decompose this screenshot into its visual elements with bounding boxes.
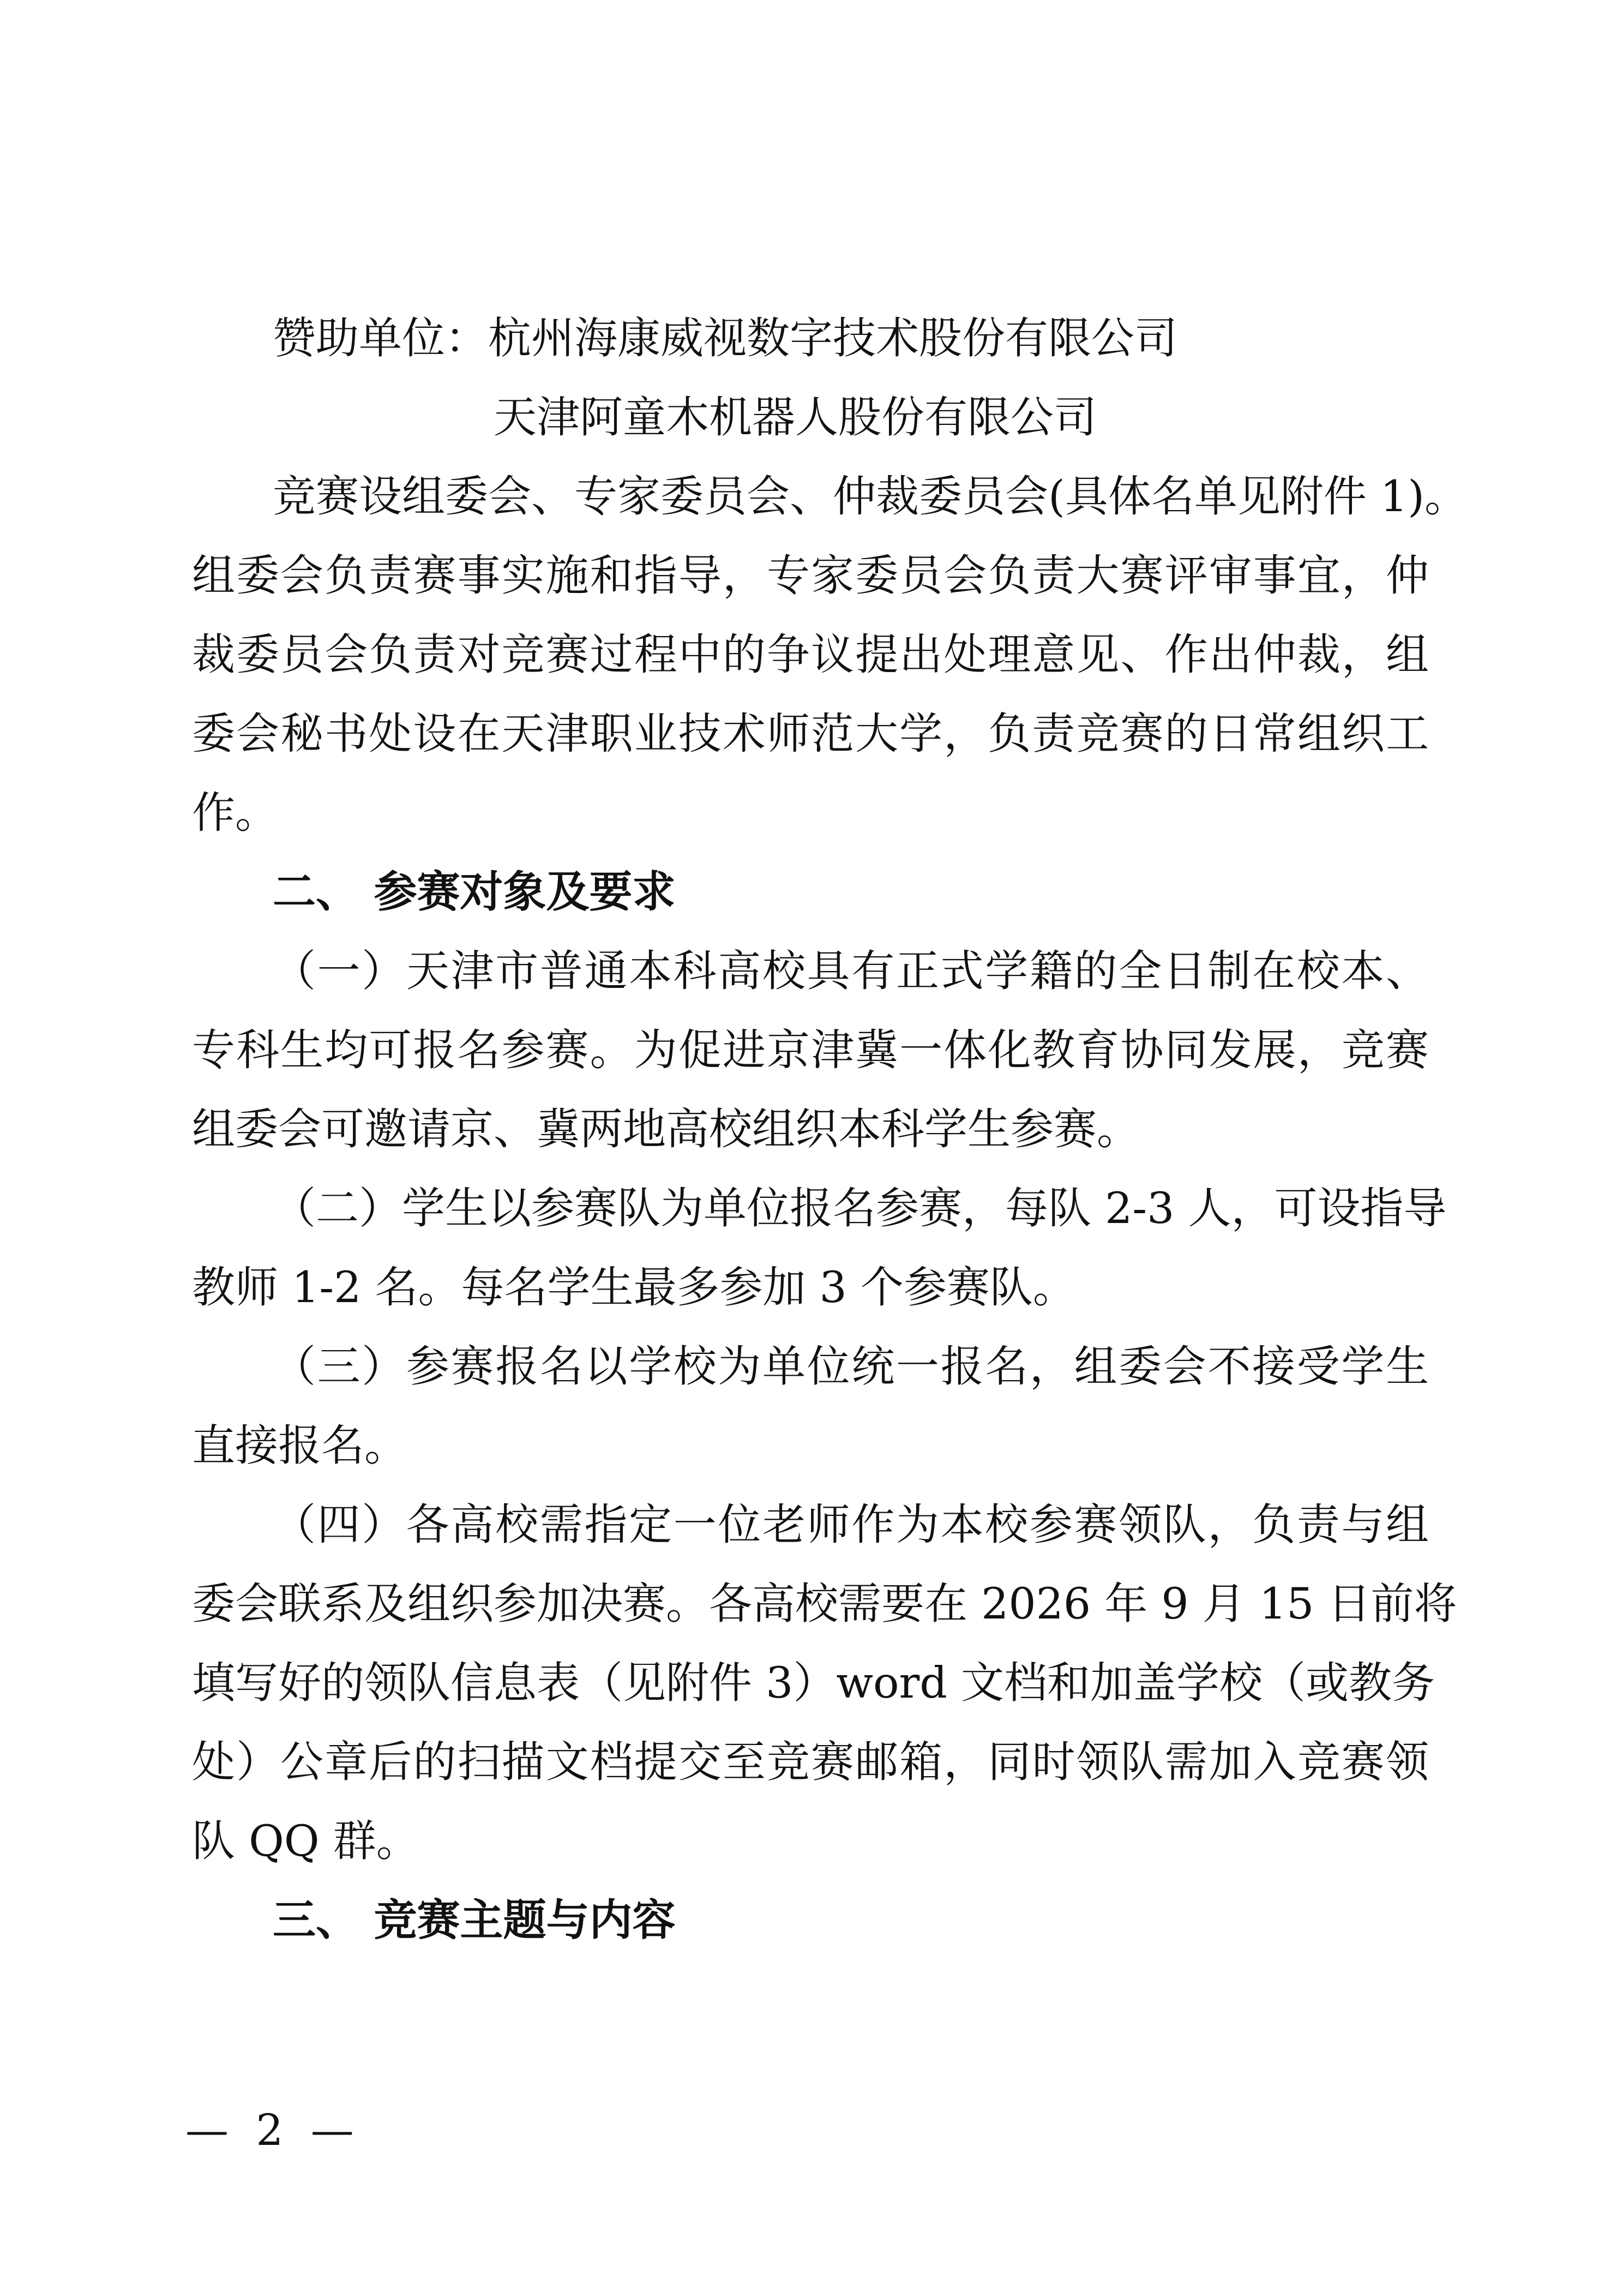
paragraph-line: 填写好的领队信息表（见附件 3）word 文档和加盖学校（或教务 (192, 1658, 1435, 1708)
section-heading: 三、 竞赛主题与内容 (273, 1895, 676, 1945)
paragraph-line: 作。 (192, 788, 278, 838)
paragraph-line: （三）参赛报名以学校为单位统一报名，组委会不接受学生 (273, 1341, 1429, 1392)
paragraph-line: （四）各高校需指定一位老师作为本校参赛领队，负责与组 (273, 1500, 1429, 1550)
paragraph-line: 处）公章后的扫描文档提交至竞赛邮箱，同时领队需加入竞赛领 (192, 1737, 1429, 1787)
paragraph-line: 组委会负责赛事实施和指导，专家委员会负责大赛评审事宜，仲 (192, 550, 1429, 601)
paragraph-line: 委会秘书处设在天津职业技术师范大学，负责竞赛的日常组织工 (192, 709, 1429, 759)
page-number: — 2 — (185, 2105, 354, 2155)
sponsor-line-2: 天津阿童木机器人股份有限公司 (494, 392, 1097, 442)
paragraph-line: （一）天津市普通本科高校具有正式学籍的全日制在校本、 (273, 946, 1429, 996)
paragraph-line: 队 QQ 群。 (192, 1816, 419, 1866)
paragraph-line: 专科生均可报名参赛。为促进京津冀一体化教育协同发展，竞赛 (192, 1025, 1429, 1075)
paragraph-line: 竞赛设组委会、专家委员会、仲裁委员会(具体名单见附件 1)。 (273, 471, 1468, 521)
paragraph-line: 直接报名。 (192, 1420, 407, 1471)
paragraph-line: 组委会可邀请京、冀两地高校组织本科学生参赛。 (192, 1104, 1140, 1154)
paragraph-line: 委会联系及组织参加决赛。各高校需要在 2026 年 9 月 15 日前将 (192, 1579, 1457, 1629)
paragraph-line: 教师 1-2 名。每名学生最多参加 3 个参赛队。 (192, 1262, 1076, 1312)
sponsor-line: 赞助单位：杭州海康威视数字技术股份有限公司 (273, 313, 1177, 363)
section-heading: 二、 参赛对象及要求 (273, 867, 676, 917)
paragraph-line: （二）学生以参赛队为单位报名参赛，每队 2-3 人，可设指导 (273, 1183, 1447, 1233)
paragraph-line: 裁委员会负责对竞赛过程中的争议提出处理意见、作出仲裁，组 (192, 630, 1429, 680)
